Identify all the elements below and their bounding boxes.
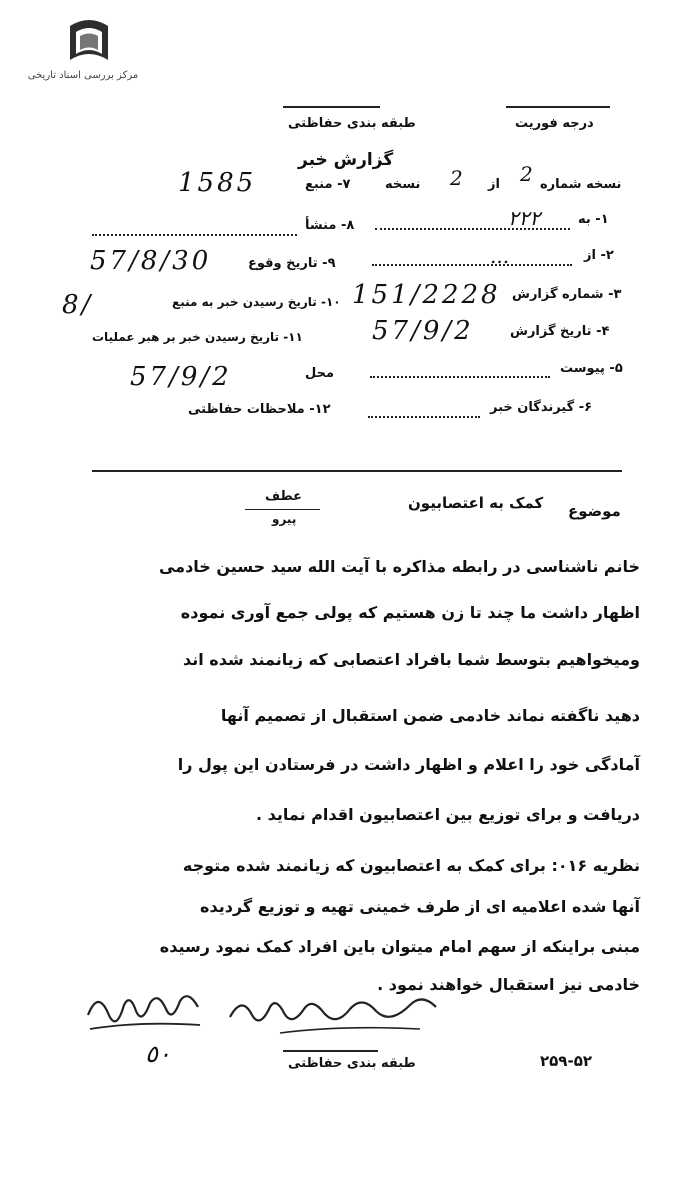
body-line: آمادگی خود را اعلام و اظهار داشت در فرستادن این پول را — [177, 755, 640, 774]
footer-rule — [283, 1050, 378, 1052]
body-line: دهید ناگفته نماند خادمی ضمن استقبال از تصمیم آنها — [220, 706, 640, 725]
field-8-label: ۸- منشأ — [305, 218, 355, 233]
field-10-label: ۱۰- تاریخ رسیدن خبر به منبع — [172, 295, 341, 309]
body-line: ومیخواهیم بتوسط شما بافراد اعتصابی که زیانمند شده اند — [182, 650, 640, 669]
ref-divider — [245, 509, 320, 510]
handwritten-signature — [80, 985, 460, 1040]
section-divider — [92, 470, 622, 472]
copy-word: نسخه — [385, 177, 421, 192]
field-5-dots — [370, 376, 550, 378]
field-4-label: ۴- تاریخ گزارش — [510, 324, 610, 339]
field-6-dots — [368, 416, 480, 418]
priority-label: درجه فوریت — [515, 116, 594, 131]
copy-number-label: نسخه شماره — [540, 177, 622, 192]
archive-caption: مرکز بررسی اسناد تاریخی — [27, 70, 139, 81]
subject-value: کمک به اعتصابیون — [408, 494, 544, 512]
classification-label: طبقه بندی حفاظتی — [288, 116, 416, 131]
body-line: خادمی نیز استقبال خواهند نمود . — [377, 975, 640, 994]
copy-number-value: 2 — [520, 162, 533, 186]
archive-logo-icon — [60, 18, 118, 68]
field-2-value: ... — [490, 244, 510, 268]
field-2-dots — [372, 264, 572, 266]
field-5-label: ۵- پیوست — [560, 361, 623, 376]
copy-of-value: 2 — [450, 166, 463, 190]
body-line: مبنی براینکه از سهم امام میتوان باین افراد کمک نمود رسیده — [159, 937, 640, 956]
header-rule-right — [506, 106, 610, 108]
field-9-label: ۹- تاریخ وقوع — [248, 256, 336, 271]
field-6-label: ۶- گیرندگان خبر — [490, 400, 593, 415]
archive-logo — [18, 18, 148, 88]
field-12-label: ۱۲- ملاحظات حفاظتی — [188, 402, 331, 417]
field-11-label: ۱۱- تاریخ رسیدن خبر بر هبر عملیات — [92, 330, 303, 344]
field-1-value: ۲۲۲ — [508, 206, 541, 230]
footer-classification-label: طبقه بندی حفاظتی — [288, 1056, 416, 1071]
ref-label: عطف — [265, 489, 303, 504]
subject-label: موضوع — [568, 502, 621, 520]
field-7-label: ۷- منبع — [305, 177, 351, 192]
body-line: نظریه ۰۱۶: برای کمک به اعتصابیون که زیانمند شده متوجه — [182, 856, 640, 875]
document-number: ۲۵۹-۵۲ — [540, 1052, 593, 1070]
field-9-value: 57/8/30 — [90, 246, 212, 276]
body-line: خانم ناشناسی در رابطه مذاکره با آیت الله سید حسین خادمی — [158, 557, 640, 576]
field-3-value: 151/2228 — [352, 280, 501, 310]
copy-of-label: از — [488, 177, 500, 192]
footer-mark: ٥٠ — [145, 1040, 171, 1068]
field-1-label: ۱- به — [578, 212, 609, 227]
field-7-value: 1585 — [178, 168, 257, 198]
body-line: آنها شده اعلامیه ای از طرف خمینی تهیه و توزیع گردیده — [200, 897, 640, 916]
field-4-value: 57/9/2 — [372, 316, 474, 346]
page-title: گزارش خبر — [298, 150, 394, 170]
field-1-dots — [375, 228, 570, 230]
place-label: محل — [305, 366, 335, 381]
body-line: دریافت و برای توزیع بین اعتصابیون اقدام نماید . — [255, 805, 640, 824]
field-10-value: 8/ — [62, 290, 94, 320]
field-2-label: ۲- از — [584, 248, 614, 263]
followup-label: پیرو — [272, 512, 297, 526]
header-rule-left — [283, 106, 380, 108]
body-line: اظهار داشت ما چند تا زن هستیم که پولی جمع آوری نموده — [180, 603, 640, 622]
place-value: 57/9/2 — [130, 362, 232, 392]
field-3-label: ۳- شماره گزارش — [512, 287, 622, 302]
field-8-dots — [92, 234, 297, 236]
